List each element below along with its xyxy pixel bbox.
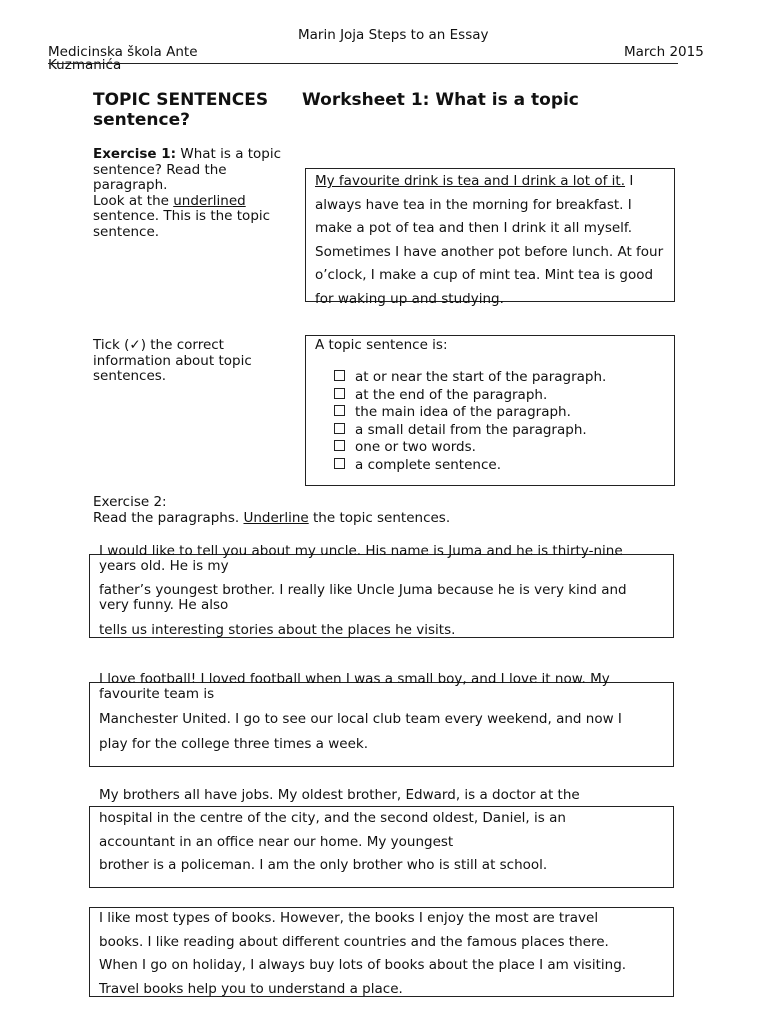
tick-instruction: Tick (✓) the correct information about topic sentences. (93, 337, 252, 384)
exercise1-text2b: sentence. This is the topic sentence. (93, 208, 271, 240)
checkbox-icon[interactable] (334, 458, 345, 469)
options-list (334, 369, 606, 474)
school-name: Medicinska škola Ante (48, 44, 198, 60)
option-item[interactable] (334, 387, 606, 405)
option-label: the main idea of the paragraph. (355, 404, 571, 420)
option-label: a complete sentence. (355, 456, 501, 473)
paragraph4-line: I like most types of books. However, the books I enjoy the most are travel (99, 910, 599, 926)
exercise1-text2a: Look at the (93, 192, 174, 209)
paragraph3-line: accountant in an office near our home. My youngest (99, 834, 454, 850)
exercise2-label: Exercise 2: (93, 494, 167, 510)
exercise2-instructions (93, 511, 450, 527)
option-item[interactable] (334, 422, 606, 440)
checkbox-icon[interactable] (334, 440, 345, 451)
options-box-title: A topic sentence is: (315, 337, 448, 353)
topic-sentence-options-box (305, 335, 675, 486)
worksheet-title-cont: sentence? (93, 110, 190, 130)
exercise1-label: Exercise 1: (93, 146, 177, 162)
exercise1-paragraph-box (305, 168, 675, 307)
checkbox-icon[interactable] (334, 370, 345, 381)
exercise1-instructions (93, 147, 298, 240)
paragraph2-line: favourite team is (99, 686, 215, 702)
exercise2-text-a: Read the paragraphs. (93, 510, 244, 526)
paragraph1-line: I would like to tell you about my uncle. His name is Juma and he is thirty-nine (99, 543, 623, 559)
paragraph1-line: very funny. He also (99, 597, 229, 613)
document-header-title: Marin Joja Steps to an Essay (298, 27, 489, 43)
checkbox-icon[interactable] (334, 388, 345, 399)
paragraph3-line: My brothers all have jobs. My oldest brother, Edward, is a doctor at the (99, 787, 580, 803)
option-item[interactable] (334, 404, 606, 422)
header-date: March 2015 (624, 44, 704, 60)
checkbox-icon[interactable] (334, 405, 345, 416)
option-label: one or two words. (355, 439, 476, 455)
school-name-cont: Kuzmanića (48, 57, 122, 73)
worksheet-title: Worksheet 1: What is a topic (302, 90, 579, 110)
paragraph4-line: Travel books help you to understand a place. (99, 981, 403, 997)
option-label: at the end of the paragraph. (355, 386, 548, 403)
paragraph2-line: Manchester United. I go to see our local club team every weekend, and now I (99, 711, 622, 727)
paragraph1-line: father’s youngest brother. I really like Uncle Juma because he is very kind and (99, 582, 627, 598)
exercise2-text-b: the topic sentences. (308, 510, 451, 526)
option-item[interactable] (334, 369, 606, 387)
paragraph2-line: I love football! I loved football when I was a small boy, and I love it now. My (99, 671, 610, 687)
option-label: a small detail from the paragraph. (355, 421, 587, 438)
checkbox-icon[interactable] (334, 423, 345, 434)
option-item[interactable] (334, 457, 606, 475)
paragraph-rest: I always have tea in the morning for breakfast. I make a pot of tea and then I drink it all myself. Sometimes I have another pot before lunch. At four o’clock, I make a cup of mint tea. Mint tea is good for waking up and studying. (315, 173, 664, 307)
paragraph4-line: books. I like reading about different countries and the famous places there. (99, 934, 609, 950)
worksheet-topic-title: TOPIC SENTENCES (93, 90, 269, 110)
paragraph4-line: When I go on holiday, I always buy lots of books about the place I am visiting. (99, 957, 627, 973)
exercise1-paragraph (306, 169, 674, 311)
underlined-word: underlined (173, 192, 246, 209)
paragraph1-line: years old. He is my (99, 558, 229, 574)
paragraph2-line: play for the college three times a week. (99, 736, 368, 752)
paragraph3-line: hospital in the centre of the city, and the second oldest, Daniel, is an (99, 810, 566, 826)
exercise1-text: What is a topic sentence? Read the paragraph. (93, 146, 282, 193)
option-label: at or near the start of the paragraph. (355, 369, 607, 385)
header-rule (48, 63, 678, 64)
exercise2-underline-word: Underline (243, 510, 309, 526)
topic-sentence: My favourite drink is tea and I drink a lot of it. (315, 173, 626, 189)
option-item[interactable] (334, 439, 606, 457)
paragraph1-line: tells us interesting stories about the places he visits. (99, 622, 456, 638)
paragraph3-line: brother is a policeman. I am the only brother who is still at school. (99, 857, 548, 873)
